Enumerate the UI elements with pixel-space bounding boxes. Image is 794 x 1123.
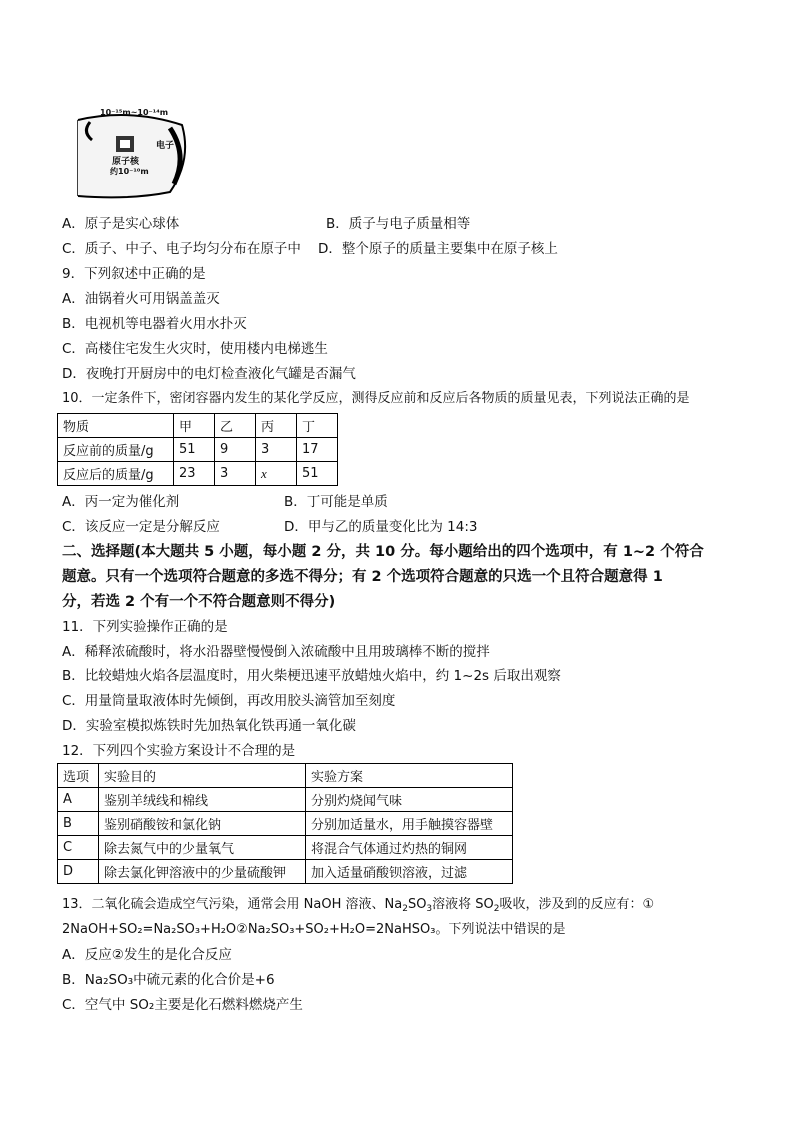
table-cell: 加入适量硝酸钡溶液，过滤 [306,860,513,884]
nucleus-size-label: 约10⁻¹⁰m [110,167,149,176]
q13-stem-part: 13．二氧化硫会造成空气污染，通常会用 NaOH 溶液、Na [62,897,403,912]
table-cell: 乙 [215,414,256,438]
table-cell: 选项 [58,764,99,788]
table-cell: 反应后的质量/g [58,462,174,486]
table-row [58,860,513,884]
table-row [58,788,513,812]
table-cell: 反应前的质量/g [58,438,174,462]
table-cell: x [256,462,297,486]
section2-heading-line3: 分，若选 2 个有一个不符合题意则不得分) [62,594,336,610]
table-cell: 51 [297,462,338,486]
q11-option-c: C．用量筒量取液体时先倾倒，再改用胶头滴管加至刻度 [62,693,396,709]
q8-option-a: A．原子是实心球体 [62,216,180,232]
subscript: 2 [402,904,408,914]
table-row [58,438,338,462]
table-cell: 分别灼烧闻气味 [306,788,513,812]
subscript: 2 [493,904,500,914]
q11-option-b: B．比较蜡烛火焰各层温度时，用火柴梗迅速平放蜡烛火焰中，约 1~2s 后取出观察 [62,668,561,684]
table-cell: 甲 [174,414,215,438]
table-cell: B [58,812,99,836]
q12-experiment-table [57,763,513,884]
q8-option-b: B．质子与电子质量相等 [326,216,471,232]
table-cell: 丙 [256,414,297,438]
table-cell: 实验目的 [99,764,306,788]
table-cell: 除去氮气中的少量氧气 [99,836,306,860]
q10-option-b: B．丁可能是单质 [284,494,388,510]
subscript: 3 [426,904,433,914]
scale-label: 10⁻¹⁵m~10⁻¹⁴m [100,108,169,117]
table-cell: 3 [215,462,256,486]
q13-stem-part: 溶液将 SO [432,897,494,912]
table-row [58,414,338,438]
table-cell: 鉴别羊绒线和棉线 [99,788,306,812]
atom-structure-figure [70,100,188,200]
table-row [58,812,513,836]
table-cell: 9 [215,438,256,462]
q8-option-d: D．整个原子的质量主要集中在原子核上 [318,241,558,257]
table-row [58,764,513,788]
table-cell: 实验方案 [306,764,513,788]
q9-option-a: A．油锅着火可用锅盖盖灭 [62,291,220,307]
q10-option-c: C．该反应一定是分解反应 [62,519,220,535]
table-cell: 分别加适量水，用手触摸容器壁 [306,812,513,836]
table-cell: C [58,836,99,860]
table-cell: 51 [174,438,215,462]
section2-heading-line2: 题意。只有一个选项符合题意的多选不得分；有 2 个选项符合题意的只选一个且符合题意得 1 [62,569,663,585]
q11-option-a: A．稀释浓硫酸时，将水沿器壁慢慢倒入浓硫酸中且用玻璃棒不断的搅拌 [62,644,490,660]
q13-option-b: B．Na₂SO₃中硫元素的化合价是+6 [62,972,275,988]
q11-option-d: D．实验室模拟炼铁时先加热氧化铁再通一氧化碳 [62,718,356,734]
table-cell: 17 [297,438,338,462]
table-cell: A [58,788,99,812]
q9-option-b: B．电视机等电器着火用水扑灭 [62,316,247,332]
table-cell: 3 [256,438,297,462]
table-cell: D [58,860,99,884]
q10-option-a: A．丙一定为催化剂 [62,494,180,510]
q12-stem: 12．下列四个实验方案设计不合理的是 [62,743,296,759]
table-cell: 除去氯化钾溶液中的少量硫酸钾 [99,860,306,884]
table-cell: 将混合气体通过灼热的铜网 [306,836,513,860]
table-cell: 鉴别硝酸铵和氯化钠 [99,812,306,836]
table-cell: 物质 [58,414,174,438]
q10-stem: 10．一定条件下，密闭容器内发生的某化学反应，测得反应前和反应后各物质的质量见表，下列说法正确的是 [62,391,690,406]
q13-equations: 2NaOH+SO₂=Na₂SO₃+H₂O②Na₂SO₃+SO₂+H₂O=2NaHSO₃。下列说法中错误的是 [62,922,566,937]
section2-heading-line1: 二、选择题(本大题共 5 小题，每小题 2 分，共 10 分。每小题给出的四个选项中，有 1~2 个符合 [62,544,704,560]
nucleus-label: 原子核 [112,157,140,167]
q9-option-d: D．夜晚打开厨房中的电灯检查液化气罐是否漏气 [62,366,356,382]
q13-stem-part: 吸收，涉及到的反应有：① [499,897,655,912]
table-row [58,836,513,860]
table-cell: 丁 [297,414,338,438]
q13-option-a: A．反应②发生的是化合反应 [62,947,232,963]
q13-stem [62,895,654,915]
q11-stem: 11．下列实验操作正确的是 [62,619,228,635]
q8-option-c: C．质子、中子、电子均匀分布在原子中 [62,241,301,257]
q9-option-c: C．高楼住宅发生火灾时，使用楼内电梯逃生 [62,341,328,357]
q10-mass-table [57,413,338,486]
q10-option-d: D．甲与乙的质量变化比为 14:3 [284,519,478,535]
table-cell: 23 [174,462,215,486]
table-row [58,462,338,486]
electron-label: 电子 [156,141,175,151]
q13-stem-part: SO [407,897,427,912]
q13-option-c: C．空气中 SO₂主要是化石燃料燃烧产生 [62,997,303,1013]
q9-stem: 9．下列叙述中正确的是 [62,266,206,282]
